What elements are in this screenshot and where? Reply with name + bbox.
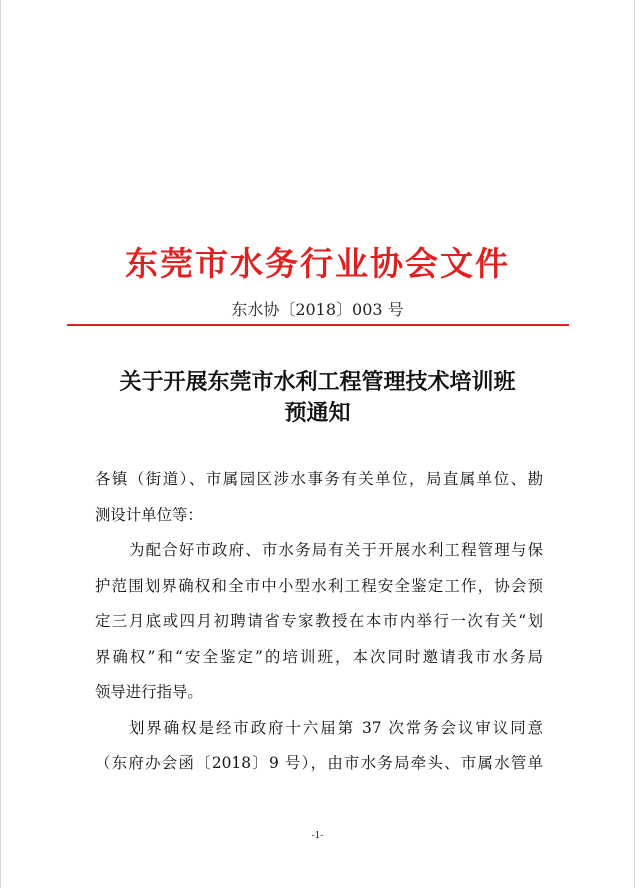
body-line-8: 划界确权是经市政府十六届第 37 次常务会议审议同意 (129, 719, 543, 737)
body-line-2: 测设计单位等： (95, 506, 203, 524)
body-line-4: 护范围划界确权和全市中小型水利工程安全鉴定工作，协会预 (95, 577, 543, 595)
page-border-left (0, 0, 1, 888)
body-line-6: 界确权”和“安全鉴定”的培训班，本次同时邀请我市水务局 (95, 648, 543, 666)
body-line-9: （东府办会函〔2018〕9 号），由市水务局牵头、市属水管单 (95, 754, 543, 772)
body-line-3: 为配合好市政府、市水务局有关于开展水利工程管理与保 (129, 541, 543, 559)
body-line-1: 各镇（街道）、市属园区涉水事务有关单位，局直属单位、勘 (95, 470, 543, 488)
notice-title-line-1: 关于开展东莞市水利工程管理技术培训班 (119, 369, 516, 395)
body-line-5: 定三月底或四月初聘请省专家教授在本市内举行一次有关“划 (95, 612, 543, 630)
notice-title (40, 367, 595, 429)
header-divider (67, 324, 569, 326)
document-number: 东水协〔2018〕003 号 (231, 300, 404, 319)
body-line-7: 领导进行指导。 (95, 683, 203, 701)
page-number: -1- (311, 831, 324, 841)
notice-title-line-2: 预通知 (284, 400, 351, 426)
org-header-title: 东莞市水务行业协会文件 (125, 244, 510, 283)
